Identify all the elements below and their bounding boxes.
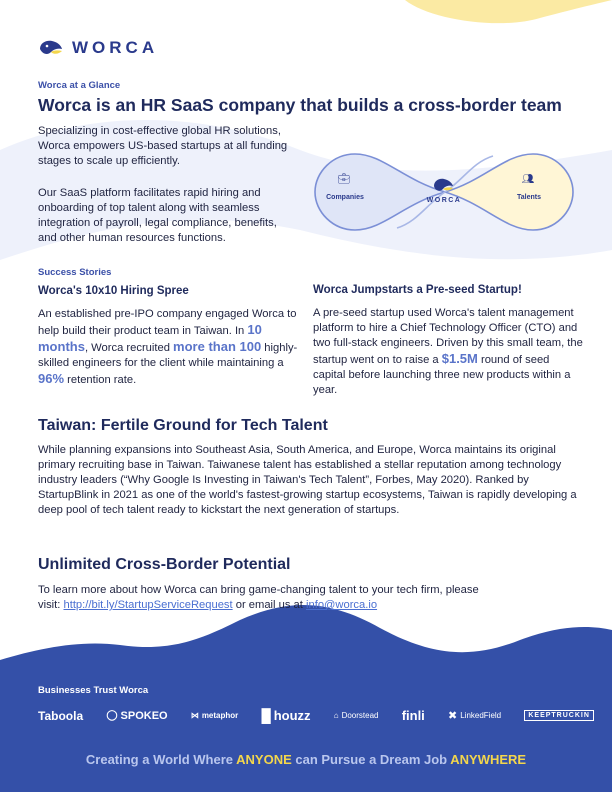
- logo-spokeo: ◯ SPOKEO: [106, 709, 168, 722]
- diagram-label-worca: WORCA: [426, 197, 462, 204]
- startup-service-link[interactable]: http://bit.ly/StartupServiceRequest: [63, 599, 233, 611]
- highlight-1-5m: $1.5M: [441, 351, 478, 366]
- briefcase-icon: 💼︎: [337, 174, 351, 185]
- client-logos: [38, 708, 594, 723]
- highlight-more-than-100: more than 100: [173, 339, 262, 354]
- linkedfield-mark-icon: ✖: [448, 710, 458, 722]
- story1-title: Worca's 10x10 Hiring Spree: [38, 285, 189, 297]
- page-title: Worca is an HR SaaS company that builds a cross-border team: [38, 95, 562, 115]
- diagram-label-companies: Companies: [326, 194, 364, 201]
- brand-logo: [38, 38, 158, 58]
- tagline-anyone: ANYONE: [236, 752, 292, 767]
- potential-heading: Unlimited Cross-Border Potential: [38, 556, 291, 573]
- logo-finli: finli: [401, 708, 425, 723]
- story2-title: Worca Jumpstarts a Pre-seed Startup!: [313, 284, 522, 296]
- worca-bird-icon: [38, 39, 64, 57]
- highlight-10-months: 10 months: [38, 322, 262, 354]
- story1-body: An established pre-IPO company engaged Worca to help build their product team in Taiwan. In 10 months, Worca recruited more than 100 highly-skilled engineers for the client while maintaining a 96% retention rate.: [38, 308, 298, 386]
- logo-keeptruckin: KEEPTRUCKIN: [524, 710, 594, 721]
- taiwan-body: While planning expansions into Southeast Asia, South America, and Europe, Worca maintains its original primary recruiting base in Taiwan. Taiwanese talent has established a stellar reputation among technology industry leaders (“Why Google Is Investing in Taiwan's Tech Talent”, Forbes, May 2020). Ranked by StartupBlink in 2021 as one of the world's fastest-growing startup ecosystems, Taiwan is rapidly developing a deep pool of tech talent ready to kickstart the next generation of startups.: [38, 444, 577, 516]
- spokeo-circle-icon: ◯: [106, 710, 118, 721]
- companies-worca-talents-diagram: [313, 150, 575, 234]
- logo-linkedfield: ✖ LinkedField: [448, 710, 502, 722]
- people-icon: 👥︎: [521, 174, 535, 185]
- top-yellow-shape: [405, 0, 612, 23]
- logo-taboola: Taboola: [38, 708, 84, 723]
- taiwan-heading: Taiwan: Fertile Ground for Tech Talent: [38, 417, 328, 434]
- doorstead-house-icon: ⌂: [333, 711, 339, 720]
- diagram-label-talents: Talents: [517, 194, 541, 201]
- tagline-anywhere: ANYWHERE: [450, 752, 527, 767]
- highlight-96-percent: 96%: [38, 371, 65, 386]
- story2-body: A pre-seed startup used Worca's talent management platform to hire a Chief Technology Officer (CTO) and two full-stack engineers. Driven by this small team, the startup went on to raise a $1.5M round of seed capital before launching three new products within a year.: [313, 307, 583, 396]
- tagline: Creating a World Where ANYONE can Pursue a Dream Job ANYWHERE: [85, 752, 527, 767]
- glance-eyebrow: Worca at a Glance: [38, 80, 121, 91]
- success-eyebrow: Success Stories: [38, 267, 112, 278]
- metaphor-mark-icon: ⋈: [190, 711, 199, 720]
- trust-title: Businesses Trust Worca: [38, 685, 149, 696]
- worca-center-bird-icon: [434, 179, 453, 191]
- logo-metaphor: ⋈ metaphor: [190, 711, 239, 720]
- email-link[interactable]: info@worca.io: [306, 599, 378, 611]
- houzz-mark-icon: █: [261, 708, 271, 723]
- logo-doorstead: ⌂ Doorstead: [333, 711, 379, 720]
- logo-wordmark: WORCA: [72, 38, 159, 57]
- logo-houzz: █ houzz: [261, 708, 311, 723]
- glance-platform-paragraph: Our SaaS platform facilitates rapid hiring and onboarding of top talent along with seamless integration of payroll, legal compliance, benefits, and other human resources functions.: [38, 187, 277, 244]
- glance-intro-paragraph: Specializing in cost-effective global HR solutions, Worca empowers US-based startups at all funding stages to scale up efficiently.: [38, 125, 288, 167]
- potential-body: To learn more about how Worca can bring game-changing talent to your tech firm, please visit: http://bit.ly/StartupServiceRequest or email us at info@worca.io: [38, 584, 479, 611]
